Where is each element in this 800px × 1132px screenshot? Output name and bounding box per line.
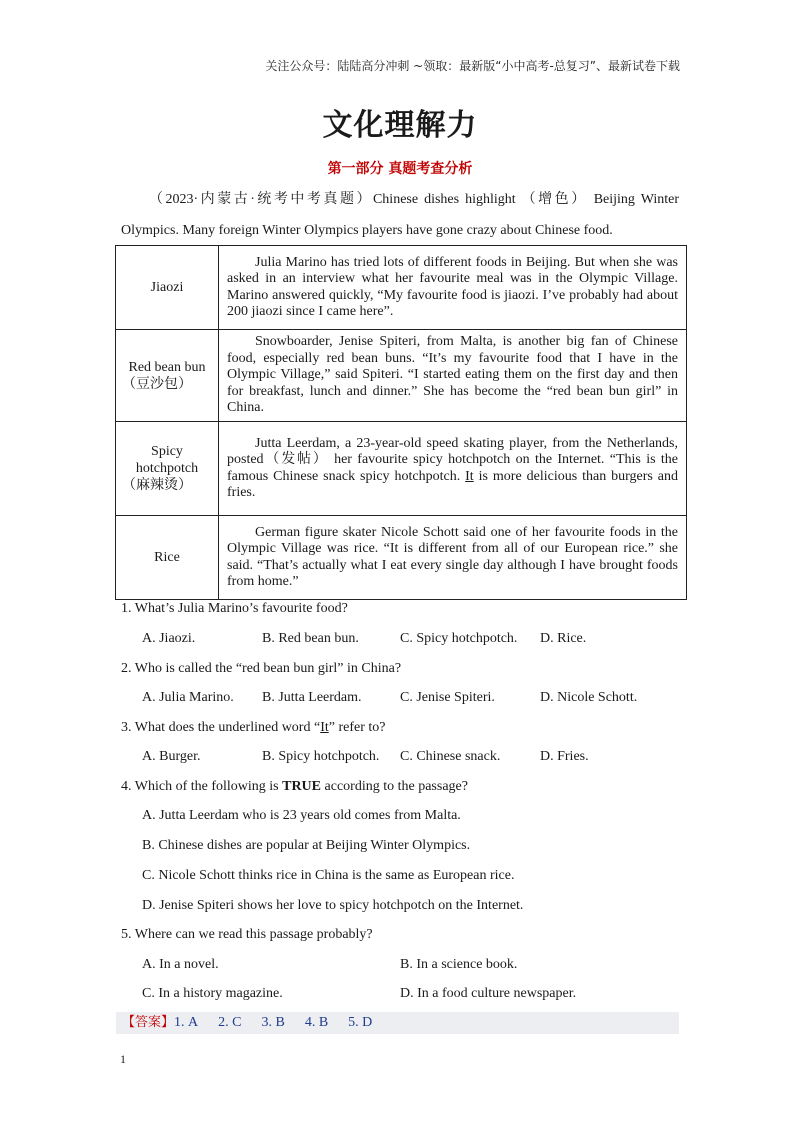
table-row	[116, 516, 687, 600]
question-2: 2. Who is called the “red bean bun girl” in China?	[121, 661, 402, 676]
table-row	[116, 422, 687, 516]
question-3-option-b: B. Spicy hotchpotch.	[262, 749, 380, 764]
question-4-option-b: B. Chinese dishes are popular at Beijing Winter Olympics.	[142, 838, 471, 853]
question-4-option-d: D. Jenise Spiteri shows her love to spicy hotchpotch on the Internet.	[142, 898, 524, 913]
question-2-option-d: D. Nicole Schott.	[540, 690, 638, 705]
underlined-word: It	[465, 468, 474, 484]
description-text: Snowboarder, Jenise Spiteri, from Malta, is another big fan of Chinese food, especially red bean buns. “It’s my favourite food that I have in the Olympic Village,” said Spiteri. “I started eating them on the first day and then for breakfast, lunch and dinner.” She has become the “red bean bun girl” in China.	[227, 334, 678, 416]
answer-2: 2. C	[218, 1015, 242, 1030]
question-5-option-c: C. In a history magazine.	[142, 986, 283, 1001]
dish-cell	[116, 422, 219, 516]
description-cell	[219, 330, 687, 422]
answer-values	[174, 1015, 392, 1030]
dish-cell	[116, 516, 219, 600]
question-3	[121, 720, 385, 736]
question-4-stem-end: according to the passage?	[321, 779, 468, 794]
description-text-end: is more delicious than burgers and fries.	[227, 468, 679, 500]
question-5-option-a: A. In a novel.	[142, 957, 219, 972]
dish-name: Rice	[154, 550, 180, 565]
answer-3: 3. B	[261, 1015, 285, 1030]
question-4-stem-start: 4. Which of the following is	[121, 779, 283, 794]
question-1-option-a: A. Jiaozi.	[142, 631, 196, 646]
question-3-stem-start: 3. What does the underlined word “	[121, 720, 321, 735]
description-cell	[219, 246, 687, 330]
answer-4: 4. B	[304, 1015, 329, 1030]
question-4-option-c: C. Nicole Schott thinks rice in China is the same as European rice.	[142, 868, 515, 883]
question-3-underlined-word: It	[320, 720, 329, 735]
answer-5: 5. D	[348, 1015, 373, 1030]
page-number: 1	[120, 1052, 126, 1066]
question-1-option-c: C. Spicy hotchpotch.	[400, 631, 518, 646]
question-2-option-c: C. Jenise Spiteri.	[400, 690, 495, 705]
description-cell	[219, 516, 687, 600]
question-5-option-b: B. In a science book.	[400, 957, 518, 972]
question-1-option-d: D. Rice.	[540, 631, 587, 646]
answer-1: 1. A	[174, 1015, 199, 1030]
dish-cell	[116, 246, 219, 330]
dish-name: Red bean bun	[128, 359, 206, 375]
dish-chinese-name: （豆沙包）	[122, 376, 192, 392]
question-1: 1. What’s Julia Marino’s favourite food?	[121, 601, 348, 616]
question-3-option-a: A. Burger.	[142, 749, 201, 764]
header-note: 关注公众号：陆陆高分冲刺 ~领取：最新版“小中高考-总复习”、最新试卷下载	[265, 59, 680, 73]
question-4-bold-word: TRUE	[282, 779, 322, 794]
question-4-option-a: A. Jutta Leerdam who is 23 years old comes from Malta.	[142, 808, 461, 823]
dish-name: Jiaozi	[150, 280, 184, 295]
answer-label: 【答案】	[122, 1015, 175, 1030]
intro-paragraph: （2023·内蒙古·统考中考真题）Chinese dishes highlight （增色） Beijing Winter Olympics. Many foreign Winter Olympics players have gone crazy about Chinese food.	[121, 192, 679, 238]
dish-chinese-name: （麻辣烫）	[122, 478, 192, 493]
question-5-option-d: D. In a food culture newspaper.	[400, 986, 577, 1001]
question-3-option-c: C. Chinese snack.	[400, 749, 501, 764]
question-4	[121, 779, 468, 795]
dish-cell	[116, 330, 219, 422]
question-3-option-d: D. Fries.	[540, 749, 589, 764]
description-cell	[219, 422, 687, 516]
section-title: 第一部分 真题考查分析	[327, 161, 473, 177]
table-row	[116, 246, 687, 330]
description-text: Julia Marino has tried lots of different foods in Beijing. But when she was asked in an interview what her favourite meal was in the Olympic Village. Marino answered quickly, “My favourite food is jiaozi. I’ve probably had about 200 jiaozi since I came here”.	[227, 254, 678, 319]
description-text: Jutta Leerdam, a 23-year-old speed skating player, from the Netherlands, posted（发帖） her favourite spicy hotchpotch on the Internet. “This is the famous Chinese snack spicy hotchpotch.	[227, 435, 678, 484]
question-2-option-b: B. Jutta Leerdam.	[262, 690, 362, 705]
question-2-option-a: A. Julia Marino.	[142, 690, 234, 705]
question-3-stem-end: ” refer to?	[328, 720, 386, 735]
table-row	[116, 330, 687, 422]
description-text: German figure skater Nicole Schott said one of her favourite foods in the Olympic Village was rice. “It is different from all of our European rice.” she said. “That’s actually what I eat every single day although I have brought foods from home.”	[227, 524, 678, 589]
dish-name: Spicy hotchpotch	[135, 444, 199, 476]
question-1-option-b: B. Red bean bun.	[262, 631, 359, 646]
answer-bar	[116, 1012, 679, 1034]
food-table	[115, 245, 687, 600]
page-title: 文化理解力	[322, 108, 478, 143]
question-5: 5. Where can we read this passage probably?	[121, 927, 373, 942]
